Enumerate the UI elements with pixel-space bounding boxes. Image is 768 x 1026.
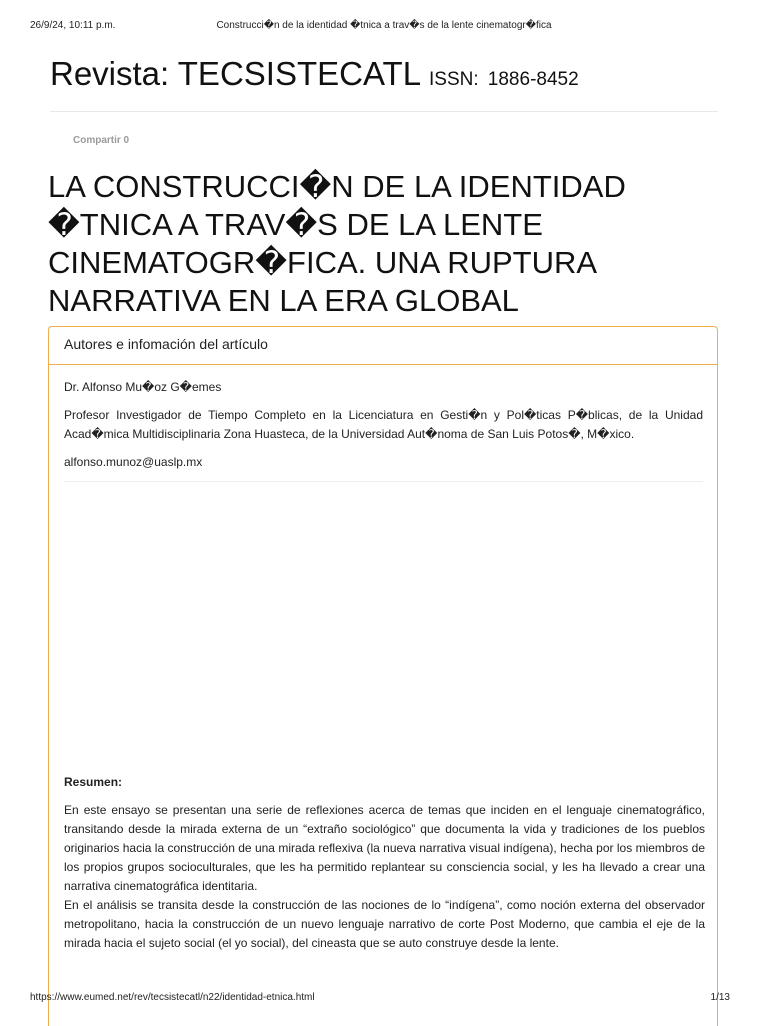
author-info-body xyxy=(49,365,717,482)
print-footer xyxy=(30,992,738,1006)
author-info-heading: Autores e infomación del artículo xyxy=(64,336,268,352)
print-date: 26/9/24, 10:11 p.m. xyxy=(30,20,116,31)
print-url: https://www.eumed.net/rev/tecsistecatl/n22/identidad-etnica.html xyxy=(30,992,315,1003)
abstract-paragraph-1: En este ensayo se presentan una serie de reflexiones acerca de temas que inciden en el lenguaje cinematográfico, transitando desde la mirada externa de un “extraño sociológico” que documenta la vida y tradiciones de los pueblos originarios hacia la construcción de una mirada reflexiva (la nueva narrativa visual indígena), hecha por los miembros de los propios grupos socioculturales, que les ha permitido replantear su consciencia social, y les ha llevado a crear una narrativa cinematográfica identitaria. xyxy=(64,803,705,893)
author-info-panel-header[interactable] xyxy=(49,327,717,365)
article-title: LA CONSTRUCCI�N DE LA IDENTIDAD �TNICA A TRAV�S DE LA LENTE CINEMATOGR�FICA. UNA RUPTURA NARRATIVA EN LA ERA GLOBAL xyxy=(48,169,626,318)
author-info-panel xyxy=(48,326,718,1026)
print-document-title: Construcci�n de la identidad �tnica a trav�s de la lente cinematogr�fica xyxy=(216,20,552,31)
issn-value: 1886-8452 xyxy=(487,69,579,90)
masthead-divider xyxy=(50,111,718,112)
page-number: 1/13 xyxy=(710,992,730,1003)
print-header xyxy=(30,20,738,34)
abstract-text xyxy=(64,801,705,953)
author-affiliation: Profesor Investigador de Tiempo Completo en la Licenciatura en Gesti�n y Pol�ticas P�blicas, de la Unidad Acad�mica Multidisciplinaria Zona Huasteca, de la Universidad Aut�noma de San Luis Potos�, M�xico. xyxy=(64,408,703,441)
issn-label: ISSN: xyxy=(429,69,479,90)
abstract-heading: Resumen: xyxy=(64,775,123,789)
journal-name: Revista: TECSISTECATL xyxy=(50,55,420,92)
author-name: Dr. Alfonso Mu�oz G�emes xyxy=(64,380,222,394)
abstract-paragraph-2: En el análisis se transita desde la construcción de las nociones de lo “indígena”, como noción externa del observador metropolitano, hacia la construcción de un nuevo lenguaje narrativo de corte Post Moderno, que cambia el eje de la mirada hacia el sujeto social (el yo social), del cineasta que se auto construye desde la lente. xyxy=(64,898,705,950)
author-email[interactable]: alfonso.munoz@uaslp.mx xyxy=(64,455,203,469)
author-info-divider xyxy=(64,481,703,482)
journal-masthead xyxy=(50,52,718,102)
share-button[interactable]: Compartir 0 xyxy=(73,135,130,146)
